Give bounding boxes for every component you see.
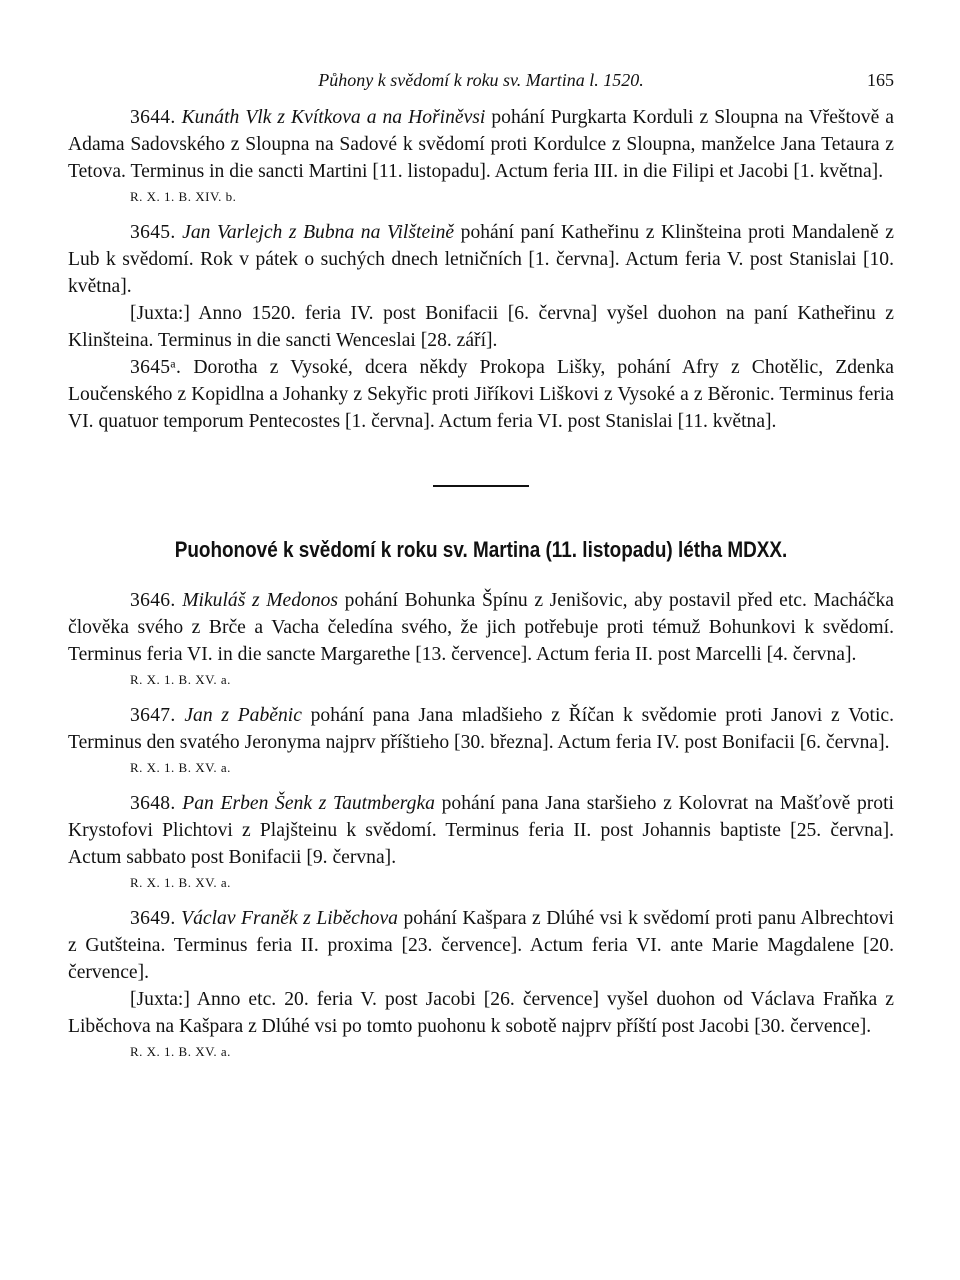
entry-number: 3645ᵃ. [130,357,182,378]
archive-reference: R. X. 1. B. XIV. b. [130,189,237,204]
entry-juxta-paragraph: [Juxta:] Anno etc. 20. feria V. post Jacobi [26. července] vyšel duohon od Václava Fraňka z Liběchova na Kašpara z Dlúhé vsi po tomto puohonu k sobotě najprv příští post Jacobi [30. července]. [68,988,894,1037]
entry-person: Jan z Paběnic [184,704,302,726]
archive-reference: R. X. 1. B. XV. a. [130,671,231,687]
running-title: Půhony k svědomí k roku sv. Martina l. 1520. [318,70,644,90]
entry-paragraph [68,219,894,300]
entry-person: Václav Franěk z Liběchova [181,907,398,929]
entry-3645 [68,219,894,354]
entry-number: 3645. [130,222,176,243]
entry-paragraph [68,905,894,986]
section-heading: Puohonové k svědomí k roku sv. Martina (11. listopadu) létha MDXX. [174,536,788,562]
entry-text: pohání Kašpara z Dlúhé vsi k svědomí proti panu Albrechtovi z Gutšteina. Terminus feria II. proxima [23. července]. Actum feria VI. ante Marie Magdalene [20. července]. [68,907,894,983]
entry-3648 [68,790,894,895]
entry-text: pohání paní Katheřinu z Klinšteina proti Mandaleně z Lub k svědomí. Rok v pátek o suchých dnech letničních [1. června]. Actum feria V. post Stanislai [10. května]. [68,222,895,297]
entry-person: Jan Varlejch z Bubna na Vilšteině [182,222,455,243]
entry-text: pohání Purgkarta Korduli z Sloupna na Vřeštově a Adama Sadovského z Sloupna na Sadové k svědomí proti Kordulce z Sloupna, manželce Jana Tetaura z Tetova. Terminus in die sancti Martini [11. listopadu]. Actum feria III. in die Filipi et Jacobi [1. května]. [68,107,894,182]
entry-3646 [68,587,894,692]
entry-paragraph [68,354,894,435]
entry-paragraph [68,702,894,756]
archive-reference: R. X. 1. B. XV. a. [130,759,231,775]
document-page [68,70,894,1064]
entry-person: Mikuláš z Medonos [182,589,339,611]
entry-text: pohání Bohunka Špínu z Jenišovic, aby postavil před etc. Macháčka člověka svého z Brče a Vacha čeledína svého, že jich potřebuje proti témuž Bohunkovi k svědomí. Terminus feria VI. in die sancte Margarethe [13. července]. Actum feria II. post Marcelli [4. června]. [68,589,894,665]
entry-3649 [68,905,894,1064]
entry-paragraph [68,790,894,871]
entry-person: Kunáth Vlk z Kvítkova a na Hořiněvsi [181,107,486,128]
entry-paragraph [68,587,894,668]
entry-text: Dorotha z Vysoké, dcera někdy Prokopa Lišky, pohání Afry z Chotělic, Zdenka Loučenského z Kopidlna a Johanky z Sekyřic proti Jiříkovi Liškovi z Vysoké a z Běronic. Terminus feria VI. quatuor temporum Pentecostes [1. června]. Actum feria VI. post Stanislai [11. května]. [68,357,894,432]
entry-number: 3648. [130,792,176,814]
entry-text: pohání pana Jana mladšieho z Říčan k svědomie proti Janovi z Votic. Terminus den svatého Jeronyma najprv příštieho [30. března]. Actum feria IV. post Bonifacii [6. června]. [68,704,894,753]
section-divider [433,485,529,487]
page-number: 165 [867,70,894,90]
entry-3647 [68,702,894,780]
entry-3644 [68,104,894,209]
entry-number: 3646. [130,589,176,611]
entry-text: pohání pana Jana staršieho z Kolovrat na Mašťově proti Krystofovi Plichtovi z Plajšteinu k svědomí. Terminus feria II. post Johannis baptiste [25. června]. Actum sabbato post Bonifacii [9. června]. [68,792,894,868]
archive-reference: R. X. 1. B. XV. a. [130,1043,231,1059]
entry-paragraph [68,104,894,185]
entry-3645a [68,354,894,435]
archive-reference: R. X. 1. B. XV. a. [130,874,231,890]
running-header [68,70,894,104]
entry-number: 3644. [130,107,176,128]
entry-number: 3647. [130,704,176,726]
entry-person: Pan Erben Šenk z Tautmbergka [182,792,435,814]
entry-juxta-paragraph: [Juxta:] Anno 1520. feria IV. post Bonifacii [6. června] vyšel duohon na paní Katheřinu z Klinšteina. Terminus in die sancti Wenceslai [28. září]. [68,303,894,351]
entry-number: 3649. [130,907,176,929]
